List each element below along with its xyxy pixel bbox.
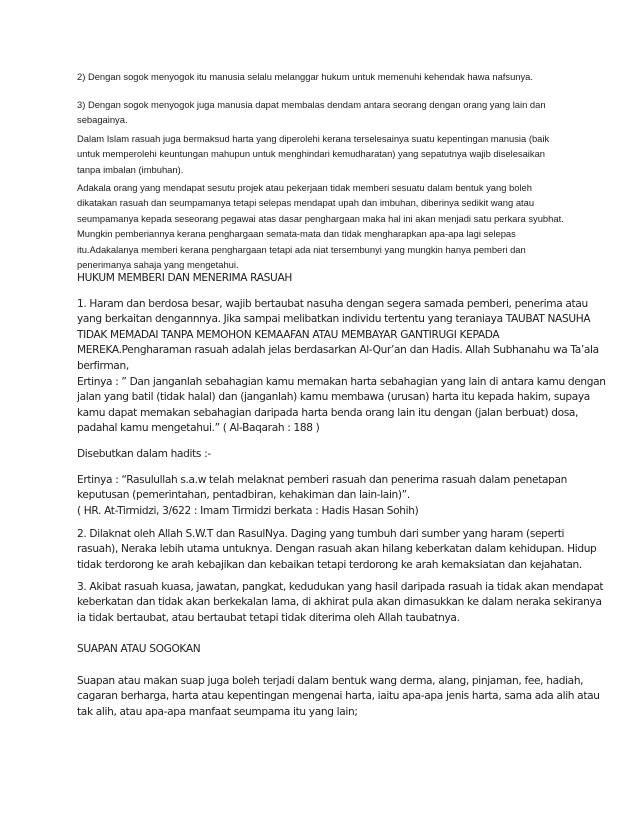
paragraph-p3: [77, 131, 557, 177]
text-line: penerimanya sahaja yang mengetahui.: [77, 259, 239, 271]
text-line: 3) Dengan sogok menyogok juga manusia dapat membalas dendam antara seorang dengan orang yang lain dan: [77, 99, 546, 110]
text-line: 2. Dilaknat oleh Allah S.W.T dan RasulNya. Daging yang tumbuh dari sumber yang haram (seperti: [77, 528, 565, 540]
paragraph-p1: [77, 69, 557, 84]
text-line: Suapan atau makan suap juga boleh terjadi dalam bentuk wang derma, alang, pinjaman, fee, hadiah,: [77, 675, 584, 687]
text-line: MEREKA.Pengharaman rasuah adalah jelas berdasarkan Al-Qur’an dan Hadis. Allah Subhanahu wa Ta’ala: [77, 344, 599, 357]
section-heading-suapan: [77, 642, 567, 657]
text-line: 2) Dengan sogok menyogok itu manusia selalu melanggar hukum untuk memenuhi kehendak hawa nafsunya.: [77, 71, 534, 82]
paragraph-p6: [77, 375, 606, 437]
text-line: jalan yang batil (tidak halal) dan (janganlah) kamu membawa (urusan) harta itu kepada hakim, supaya: [77, 391, 590, 404]
text-line: tanpa imbalan (imbuhan).: [77, 163, 184, 175]
text-line: Adakala orang yang mendapat sesutu projek atau pekerjaan tidak memberi sesuatu dalam bentuk yang boleh: [77, 182, 532, 193]
text-line: Ertinya : ” Dan janganlah sebahagian kamu memakan harta sebahagian yang lain di antara kamu dengan: [77, 376, 606, 388]
text-line: HUKUM MEMBERI DAN MENERIMA RASUAH: [77, 272, 292, 284]
paragraph-p8: [77, 473, 567, 519]
text-line: berfirman,: [77, 359, 129, 372]
paragraph-p7: [77, 447, 567, 462]
text-line: TIDAK MEMADAI TANPA MEMOHON KEMAAFAN ATAU MEMBAYAR GANTIRUGI KEPADA: [77, 328, 500, 341]
paragraph-p2: [77, 97, 557, 128]
text-line: seumpamanya kepada seseorang pegawai atas dasar penghargaan maka hal ini akan menjadi satu perkara syubhat.: [77, 212, 564, 224]
text-line: yang berkaitan dengannnya. Jika sampai melibatkan individu tertentu yang teraniaya TAUBAT NASUHA: [77, 313, 591, 326]
text-line: Disebutkan dalam hadits :-: [77, 448, 211, 460]
text-line: Ertinya : “Rasulullah s.a.w telah melaknat pemberi rasuah dan penerima rasuah dalam penetapan: [77, 474, 568, 486]
text-line: sebagainya.: [77, 114, 128, 126]
text-line: 1. Haram dan berdosa besar, wajib bertaubat nasuha dengan segera samada pemberi, penerima atau: [77, 298, 588, 310]
text-line: Mungkin pemberiannya kerana penghargaan semata-mata dan tidak mengharapkan apa-apa lagi selepas: [77, 228, 516, 240]
paragraph-p4: [77, 180, 564, 272]
text-line: kamu dapat memakan sebahagian daripada harta benda orang lain itu dengan (jalan berbuat) dosa,: [77, 406, 579, 419]
text-line: ia tidak bertaubat, atau bertaubat tetapi tidak diterima oleh Allah taubatnya.: [77, 611, 460, 624]
text-line: rasuah), Neraka lebih utama untuknya. Dengan rasuah akan hilang keberkatan dalam kehidupan. Hidup: [77, 543, 597, 556]
text-line: SUAPAN ATAU SOGOKAN: [77, 643, 201, 655]
text-line: tidak terdorong ke arah kebajikan dan kebaikan tetapi terdorong ke arah kemaksiatan dan kejahatan.: [77, 558, 582, 571]
section-heading-hukum: [77, 271, 567, 286]
text-line: keberkatan dan tidak akan berkekalan lama, di akhirat pula akan dimasukkan ke dalam neraka sekiranya: [77, 596, 602, 609]
paragraph-p5: [77, 297, 599, 374]
text-line: tak alih, atau apa-apa manfaat seumpama itu yang lain;: [77, 705, 358, 718]
text-line: Dalam Islam rasuah juga bermaksud harta yang diperolehi kerana terselesainya suatu kepentingan manusia (baik: [77, 133, 550, 144]
paragraph-p9: [77, 527, 597, 573]
text-line: ( HR. At-Tirmidzi, 3/622 : Imam Tirmidzi berkata : Hadis Hasan Sohih): [77, 504, 419, 517]
text-line: dikatakan rasuah dan seumpamanya tetapi selepas mendapat upah dan imbuhan, diberinya sedikit wang atau: [77, 197, 535, 209]
paragraph-p11: [77, 674, 600, 720]
text-line: 3. Akibat rasuah kuasa, jawatan, pangkat, kedudukan yang hasil daripada rasuah ia tidak akan mendapat: [77, 581, 604, 593]
text-line: untuk memperolehi keuntungan mahupun untuk menghindari kemudharatan) yang sepatutnya wajib diselesaikan: [77, 148, 546, 160]
text-line: keputusan (pemerintahan, pentadbiran, kehakiman dan lain-lain)”.: [77, 489, 410, 502]
text-line: cagaran berharga, harta atau kepentingan mengenai harta, iaitu apa-apa jenis harta, sama ada alih atau: [77, 690, 600, 703]
paragraph-p10: [77, 580, 604, 626]
text-line: itu.Adakalanya memberi kerana penghargaan tetapi ada niat tersembunyi yang mungkin hanya pemberi dan: [77, 243, 526, 255]
text-line: padahal kamu mengetahui.” ( Al-Baqarah : 188 ): [77, 422, 320, 435]
